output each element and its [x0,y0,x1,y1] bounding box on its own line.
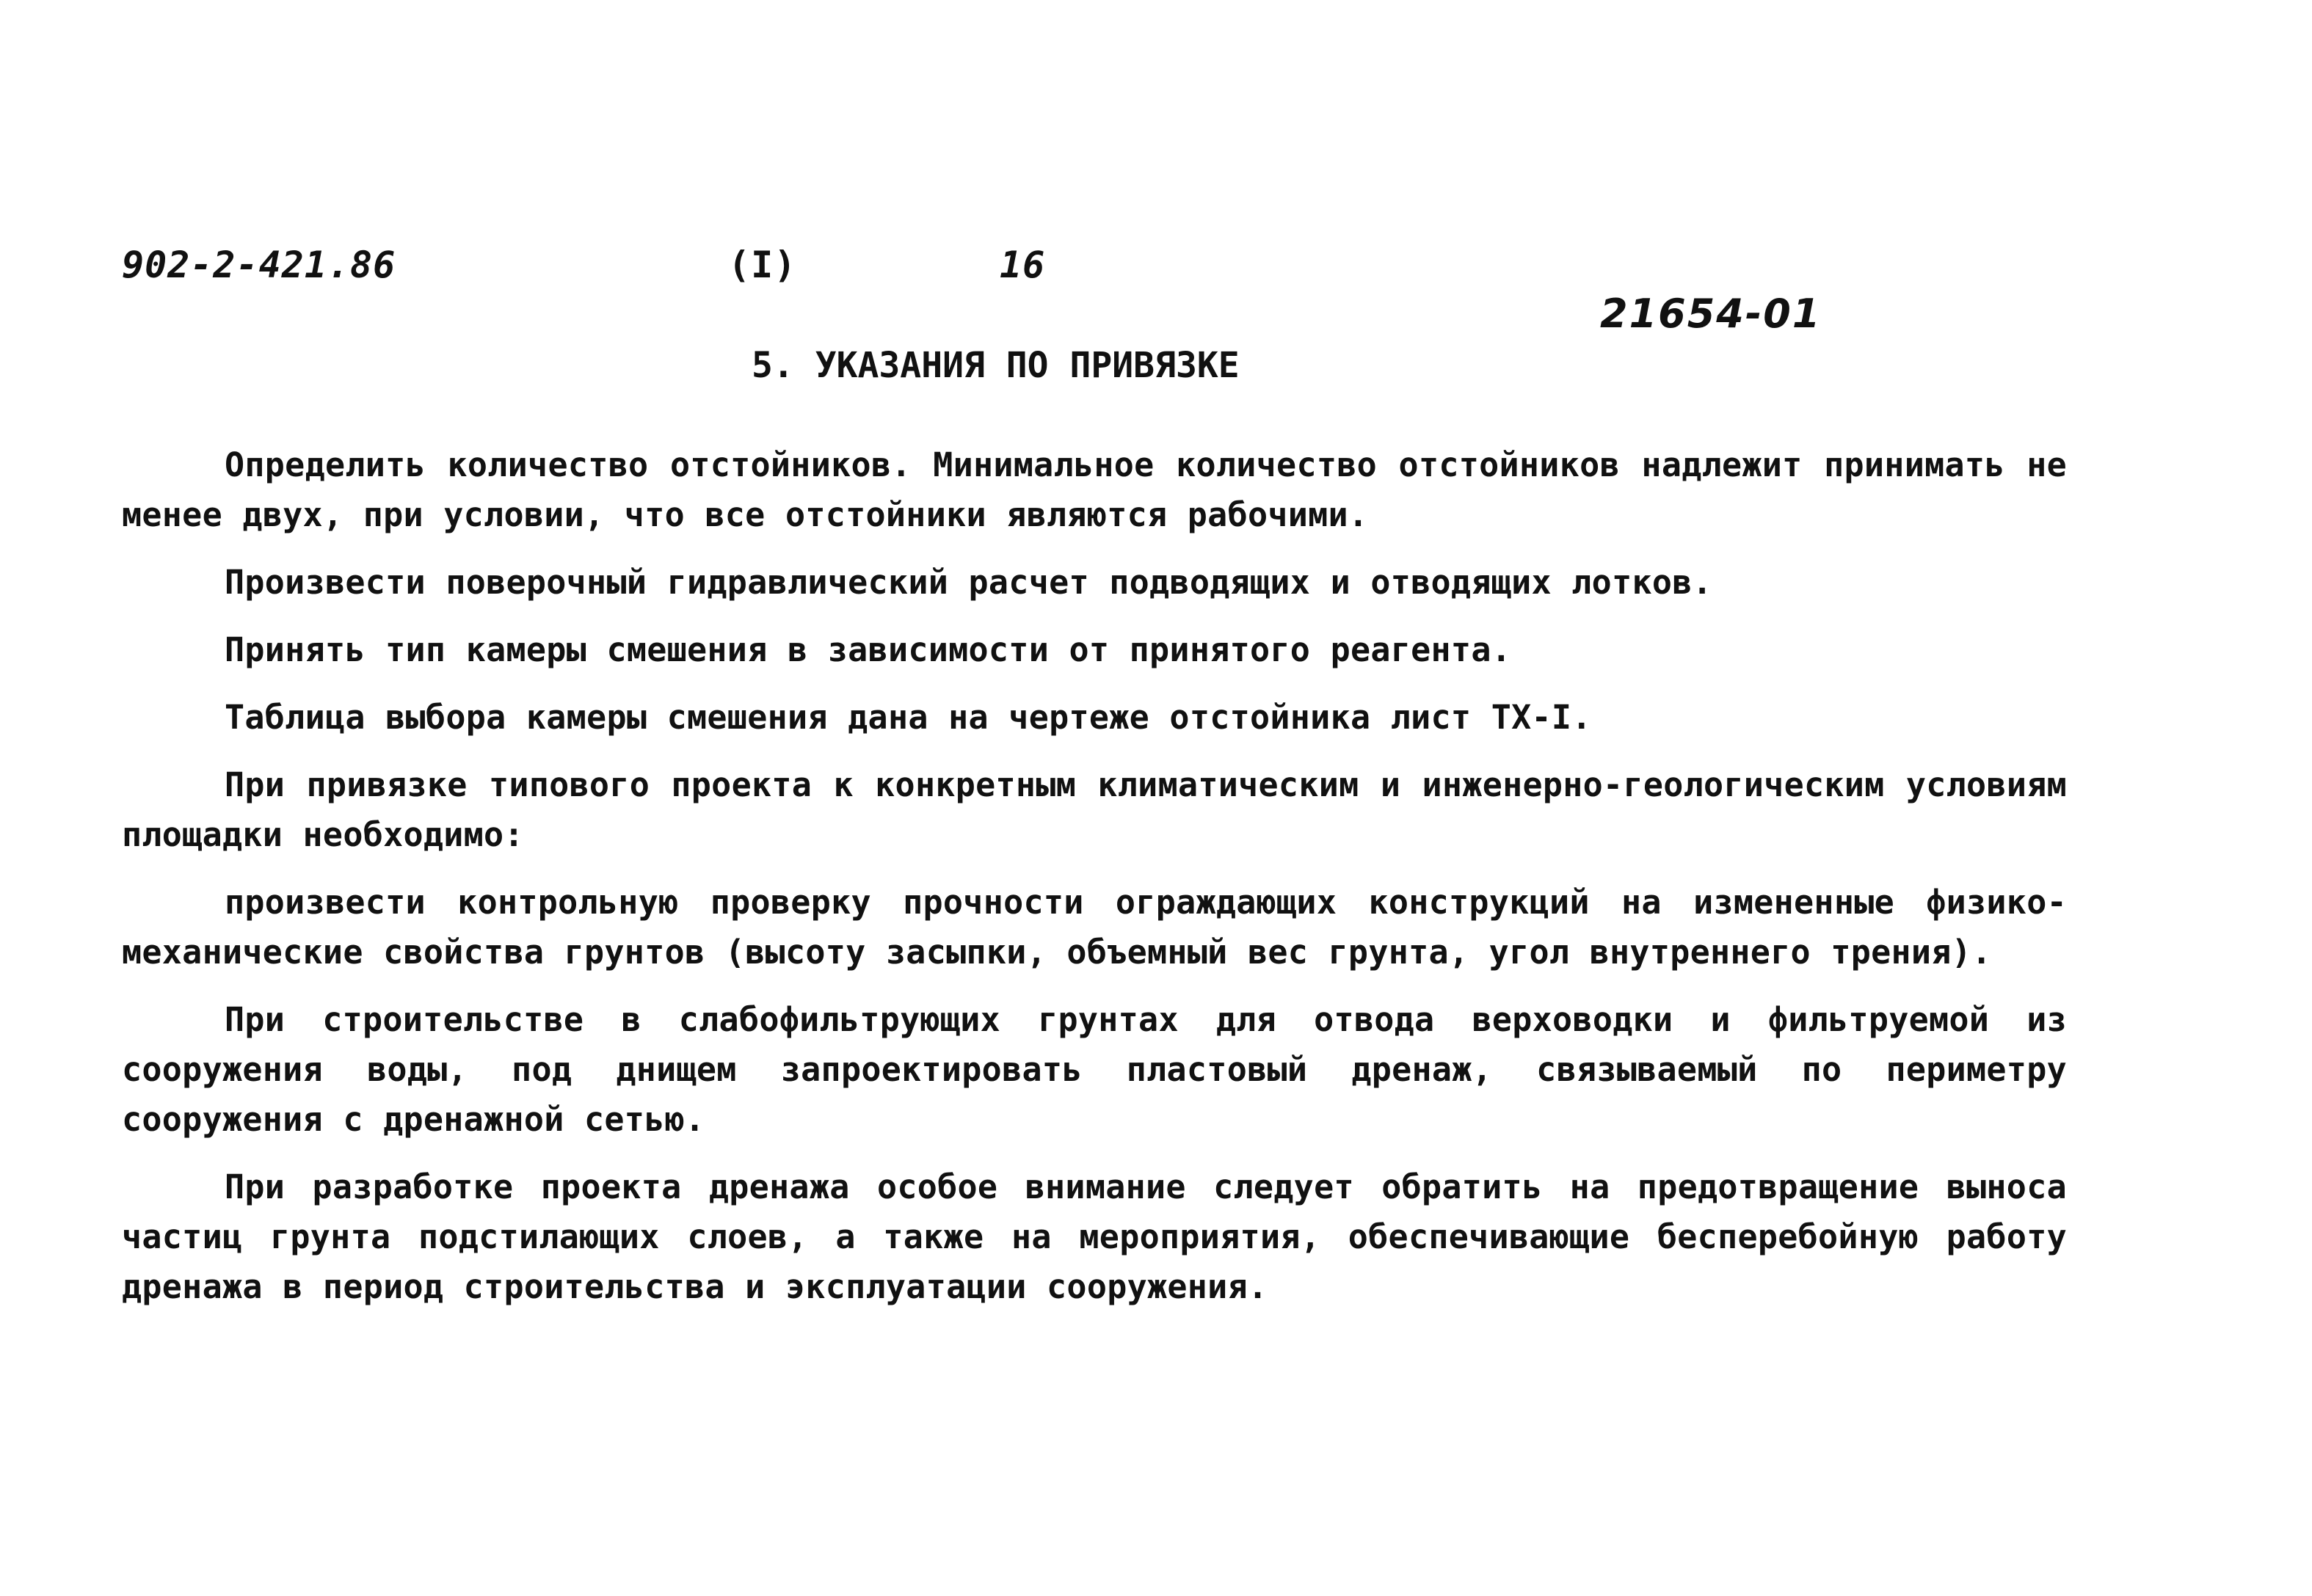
paragraph-hydraulic-check: Произвести поверочный гидравлический расчет подводящих и отводящих лотков. [225,563,1713,602]
paragraph-site-conditions: При привязке типового проекта к конкретным климатическим и инженерно-геологическим условиям площадки необходимо: [122,765,2067,854]
paragraph-settlers-count: Определить количество отстойников. Минимальное количество отстойников надлежит принимать не менее двух, при условии, что все отстойники являются рабочими. [122,445,2067,534]
inventory-number: 21654-01 [1600,291,1822,337]
paragraph-strength-check: произвести контрольную проверку прочности ограждающих конструкций на измененные физико-механические свойства грунтов (высоту засыпки, объемный вес грунта, угол внутреннего трения). [122,883,2067,972]
paragraph-drainage-design: При разработке проекта дренажа особое внимание следует обратить на предотвращение выноса частиц грунта подстилающих слоев, а также на мероприятия, обеспечивающие бесперебойную работу дренажа в период строительства и эксплуатации сооружения. [122,1167,2067,1306]
page-number: 16 [1000,244,1046,286]
document-code: 902-2-421.86 [122,244,396,286]
part-number: (I) [728,244,797,286]
paragraph-mixing-chamber-table: Таблица выбора камеры смешения дана на чертеже отстойника лист ТХ-I. [225,698,1592,737]
paragraph-drainage: При строительстве в слабофильтрующих грунтах для отвода верховодки и фильтруемой из сооружения воды, под днищем запроектировать пластовый дренаж, связываемый по периметру сооружения с дренажной сетью. [122,1000,2067,1139]
section-body [122,440,2067,1330]
paragraph-mixing-chamber-type: Принять тип камеры смешения в зависимости от принятого реагента. [225,630,1512,669]
section-title: 5. УКАЗАНИЯ ПО ПРИВЯЗКЕ [752,345,1240,386]
